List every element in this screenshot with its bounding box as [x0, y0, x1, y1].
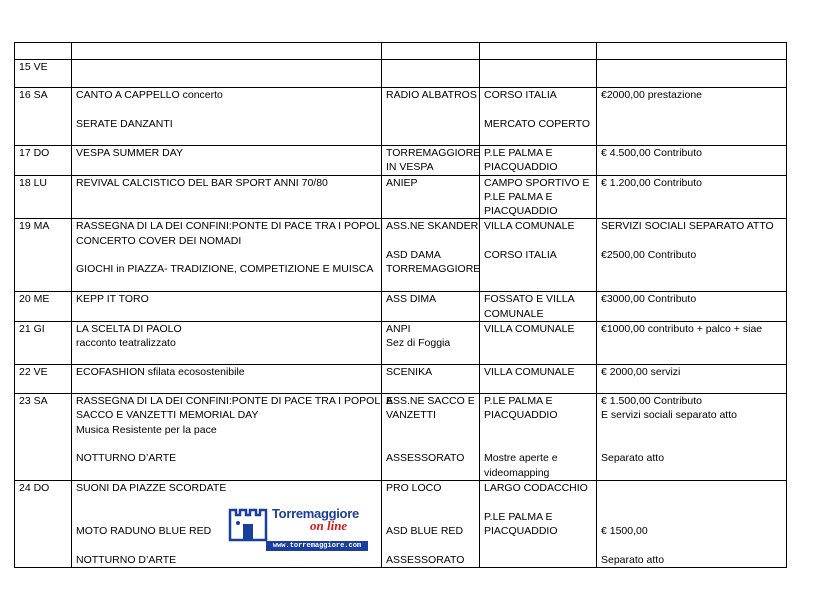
cell-line: ANPI: [386, 323, 411, 336]
cell-day: [15, 365, 72, 394]
cell-line: VILLA COMUNALE: [484, 220, 575, 233]
cell-line: ASS DIMA: [386, 293, 437, 306]
cell-line: P.LE PALMA E: [484, 147, 553, 159]
cell-day: [15, 88, 72, 146]
cell-event: [72, 394, 394, 481]
cell-line: 23 SA: [19, 395, 48, 408]
cell-line: PIACQUADDIO: [484, 161, 558, 174]
cell-event: [72, 292, 382, 322]
cell-line: Sez di Foggia: [386, 337, 451, 350]
schedule-row: [15, 60, 787, 88]
schedule-body: [15, 43, 787, 568]
cell-line: Separato atto: [601, 553, 665, 566]
cell-org: [382, 60, 480, 88]
cell-cost: [597, 394, 787, 481]
line-gap: [386, 423, 475, 437]
line-gap: [484, 437, 592, 451]
cell-line: FOSSATO E VILLA: [484, 293, 575, 306]
schedule-row: [15, 322, 787, 365]
cell-line: MERCATO COPERTO: [484, 117, 590, 130]
cell-line: ASD BLUE RED: [386, 524, 464, 537]
cell-event: [72, 219, 382, 292]
cell-line: PIACQUADDIO: [484, 205, 558, 218]
castle-icon: [228, 506, 268, 542]
cell-event: [72, 60, 382, 88]
cell-line: €1000,00 contributo + palco + siae: [601, 323, 763, 336]
cell-line: Separato atto: [601, 452, 665, 465]
line-gap: [484, 234, 592, 248]
cell-place: [480, 60, 597, 88]
line-gap: [601, 510, 782, 524]
logo-tagline: on line: [310, 518, 348, 533]
cell-cost: [597, 175, 787, 219]
cell-line: PRO LOCO: [386, 482, 442, 495]
cell-line: P.LE PALMA E: [484, 190, 553, 203]
cell-line: ECOFASHION sfilata ecosostenibile: [76, 366, 245, 379]
cell-org: [382, 322, 480, 365]
schedule-row: [15, 394, 787, 481]
cell-line: NOTTURNO D’ARTE: [76, 452, 177, 465]
cell-day: [15, 322, 72, 365]
cell-day: [15, 175, 72, 219]
line-gap: [386, 510, 475, 524]
cell-org: [382, 481, 480, 568]
cell-cost: [597, 60, 787, 88]
cell-day: [15, 219, 72, 292]
cell-line: VANZETTI: [386, 409, 436, 422]
cell-place: [480, 481, 597, 568]
cell-line: ANIEP: [386, 176, 418, 189]
cell-event: [72, 88, 382, 146]
line-gap: [386, 538, 475, 552]
cell-cost: [597, 219, 787, 292]
schedule-table: [14, 42, 787, 568]
cell-line: SERATE DANZANTI: [76, 117, 173, 130]
cell-line: racconto teatralizzato: [76, 337, 176, 350]
cell-line: € 1.500,00 Contributo: [601, 395, 702, 408]
cell-line: 16 SA: [19, 89, 48, 101]
cell-org: [382, 219, 480, 292]
cell-line: VESPA SUMMER DAY: [76, 147, 183, 159]
cell-place: [480, 394, 597, 481]
cell-line: LA SCELTA DI PAOLO: [76, 323, 182, 336]
cell-line: E servizi sociali separato atto: [601, 409, 737, 422]
cell-day: [15, 292, 72, 322]
cell-line: REVIVAL CALCISTICO DEL BAR SPORT ANNI 70/80: [76, 176, 328, 189]
cell-line: IN VESPA: [386, 161, 434, 174]
cell-place: [480, 175, 597, 219]
cell-day: [15, 146, 72, 176]
header-cell: [382, 43, 480, 60]
cell-place: [480, 219, 597, 292]
header-cell: [15, 43, 72, 60]
cell-event: [72, 365, 382, 394]
cell-line: PIACQUADDIO: [484, 409, 558, 422]
line-gap: [601, 481, 782, 495]
cell-org: [382, 394, 480, 481]
cell-line: CORSO ITALIA: [484, 89, 557, 101]
cell-org: [382, 292, 480, 322]
cell-line: ASSESSORATO: [386, 553, 465, 566]
cell-line: 21 GI: [19, 323, 45, 336]
line-gap: [601, 495, 782, 509]
cell-line: Musica Resistente per la pace: [76, 423, 217, 436]
cell-line: ASSESSORATO: [386, 452, 465, 465]
cell-day: [15, 394, 72, 481]
cell-org: [382, 175, 480, 219]
line-gap: [601, 234, 782, 248]
cell-line: CONCERTO COVER DEI NOMADI: [76, 234, 242, 247]
line-gap: [386, 234, 475, 248]
schedule-row: [15, 146, 787, 176]
cell-line: €3000,00 Contributo: [601, 293, 697, 306]
line-gap: [76, 437, 377, 451]
cell-place: [480, 322, 597, 365]
cell-cost: [597, 365, 787, 394]
cell-line: LARGO CODACCHIO: [484, 482, 588, 495]
cell-line: COMUNALE: [484, 307, 544, 320]
schedule-row: [15, 365, 787, 394]
cell-line: SACCO E VANZETTI MEMORIAL DAY: [76, 409, 259, 422]
schedule-row: [15, 219, 787, 292]
logo-word: Torremaggiore: [272, 506, 359, 521]
cell-day: [15, 60, 72, 88]
cell-event: [72, 175, 382, 219]
cell-line: 19 MA: [19, 220, 50, 233]
cell-line: TORREMAGGIORE: [386, 263, 481, 276]
header-cell: [480, 43, 597, 60]
cell-line: NOTTURNO D’ARTE: [76, 553, 177, 566]
cell-line: CANTO A CAPPELLO concerto: [76, 89, 223, 101]
cell-line: 24 DO: [19, 482, 50, 495]
header-cell: [597, 43, 787, 60]
cell-line: ASS.NE SKANDER: [386, 220, 479, 233]
cell-line: 20 ME: [19, 293, 50, 306]
cell-cost: [597, 322, 787, 365]
cell-line: € 2000,00 servizi: [601, 366, 681, 379]
cell-line: €2500,00 Contributo: [601, 249, 697, 262]
cell-line: Mostre aperte e: [484, 452, 558, 465]
cell-line: 17 DO: [19, 147, 50, 159]
cell-line: VILLA COMUNALE: [484, 366, 575, 379]
cell-line: P.LE PALMA E: [484, 395, 553, 408]
cell-line: € 1500,00: [601, 524, 648, 537]
cell-cost: [597, 292, 787, 322]
cell-line: SERVIZI SOCIALI SEPARATO ATTO: [601, 220, 774, 233]
cell-place: [480, 292, 597, 322]
cell-line: 18 LU: [19, 176, 48, 189]
torremaggiore-logo: [228, 506, 368, 552]
cell-line: RADIO ALBATROS: [386, 89, 477, 101]
line-gap: [386, 495, 475, 509]
line-gap: [484, 495, 592, 509]
cell-line: RASSEGNA DI LA DEI CONFINI:PONTE DI PACE TRA I POPOLI: [76, 220, 384, 233]
cell-day: [15, 481, 72, 568]
cell-line: VILLA COMUNALE: [484, 323, 575, 336]
cell-cost: [597, 481, 787, 568]
cell-line: 15 VE: [19, 61, 48, 73]
cell-line: CORSO ITALIA: [484, 249, 557, 262]
line-gap: [601, 437, 782, 451]
schedule-row: [15, 481, 787, 568]
cell-org: [382, 365, 480, 394]
line-gap: [76, 248, 377, 262]
cell-line: P.LE PALMA E: [484, 510, 553, 523]
line-gap: [484, 102, 592, 116]
cell-place: [480, 88, 597, 146]
cell-line: KEPP IT TORO: [76, 293, 149, 306]
cell-org: [382, 88, 480, 146]
cell-org: [382, 146, 480, 176]
cell-line: GIOCHI in PIAZZA- TRADIZIONE, COMPETIZIONE E MUISCA: [76, 263, 374, 276]
cell-line: CAMPO SPORTIVO E: [484, 176, 590, 189]
header-cell: [72, 43, 382, 60]
cell-event: [72, 322, 382, 365]
cell-place: [480, 365, 597, 394]
cell-line: € 1.200,00 Contributo: [601, 176, 702, 189]
header-row: [15, 43, 787, 60]
cell-line: RASSEGNA DI LA DEI CONFINI:PONTE DI PACE TRA I POPOLI E: [76, 395, 394, 408]
cell-line: ASS.NE SACCO E: [386, 395, 475, 408]
cell-line: SUONI DA PIAZZE SCORDATE: [76, 482, 227, 495]
cell-event: [72, 146, 382, 176]
line-gap: [76, 102, 377, 116]
cell-line: 22 VE: [19, 366, 48, 379]
cell-line: ASD DAMA: [386, 249, 441, 262]
cell-line: videomapping: [484, 466, 550, 479]
cell-line: €2000,00 prestazione: [601, 89, 702, 101]
schedule-row: [15, 88, 787, 146]
line-gap: [601, 423, 782, 437]
line-gap: [386, 437, 475, 451]
cell-line: € 4.500,00 Contributo: [601, 147, 702, 159]
logo-url: www.torremaggiore.com: [266, 541, 368, 551]
line-gap: [601, 538, 782, 552]
cell-line: SCENIKA: [386, 366, 433, 379]
schedule-row: [15, 292, 787, 322]
line-gap: [484, 423, 592, 437]
cell-line: TORREMAGGIORE: [386, 147, 481, 159]
cell-cost: [597, 146, 787, 176]
cell-cost: [597, 88, 787, 146]
cell-line: MOTO RADUNO BLUE RED: [76, 524, 212, 537]
cell-place: [480, 146, 597, 176]
cell-line: PIACQUADDIO: [484, 524, 558, 537]
schedule-row: [15, 175, 787, 219]
